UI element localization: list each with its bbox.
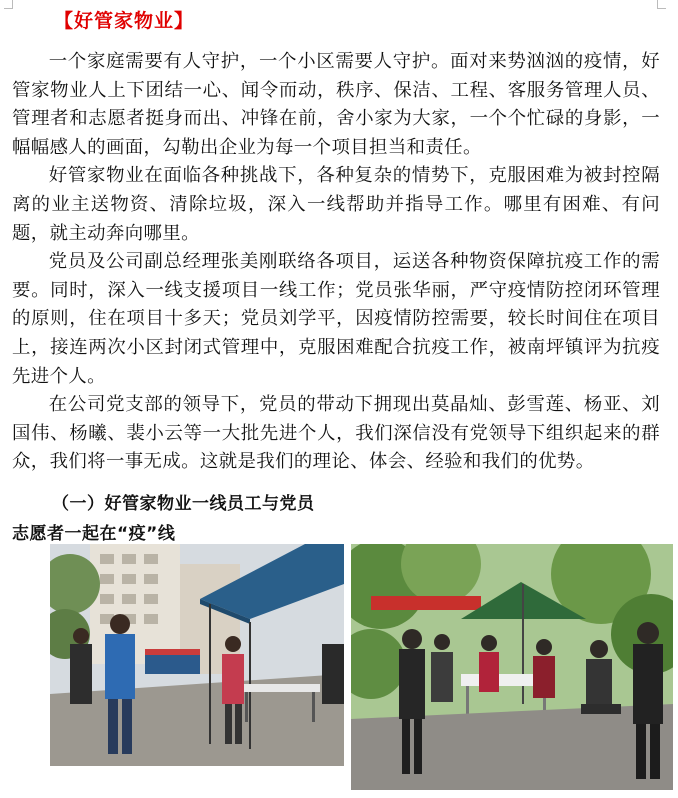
- section-heading: （一）好管家物业一线员工与党员: [52, 494, 315, 514]
- body-text: [12, 48, 660, 477]
- subheading: 志愿者一起在“疫”线: [12, 524, 176, 544]
- page-corner-mark: [4, 0, 13, 9]
- document-title: 【好管家物业】: [54, 10, 195, 32]
- paragraph: 在公司党支部的领导下，党员的带动下拥现出莫晶灿、彭雪莲、杨亚、刘国伟、杨曦、裴小云等一大批先进个人，我们深信没有党领导下组织起来的群众，我们将一事无成。这就是我们的理论、体会、经验和我们的优势。: [12, 394, 660, 473]
- paragraph: 好管家物业在面临各种挑战下，各种复杂的情势下，克服困难为被封控隔离的业主送物资、清除垃圾，深入一线帮助并指导工作。哪里有困难、有问题，就主动奔向哪里。: [12, 165, 660, 244]
- paragraph: 党员及公司副总经理张美刚联络各项目，运送各种物资保障抗疫工作的需要。同时，深入一线支援项目一线工作；党员张华丽，严守疫情防控闭环管理的原则，住在项目十多天；党员刘学平，因疫情防控需要，较长时间住在项目上，接连两次小区封闭式管理中，克服困难配合抗疫工作，被南坪镇评为抗疫先进个人。: [12, 251, 660, 387]
- volunteer-illustration: [351, 544, 673, 790]
- checkpoint-illustration: [50, 544, 344, 766]
- volunteer-photo: [351, 544, 673, 790]
- checkpoint-photo: [50, 544, 344, 766]
- page-corner-mark: [657, 0, 666, 9]
- paragraph: 一个家庭需要有人守护，一个小区需要人守护。面对来势汹汹的疫情，好管家物业人上下团结一心、闻令而动，秩序、保洁、工程、客服务管理人员、管理者和志愿者挺身而出、冲锋在前，舍小家为大家，一个个忙碌的身影，一幅幅感人的画面，勾勒出企业为每一个项目担当和责任。: [12, 51, 660, 158]
